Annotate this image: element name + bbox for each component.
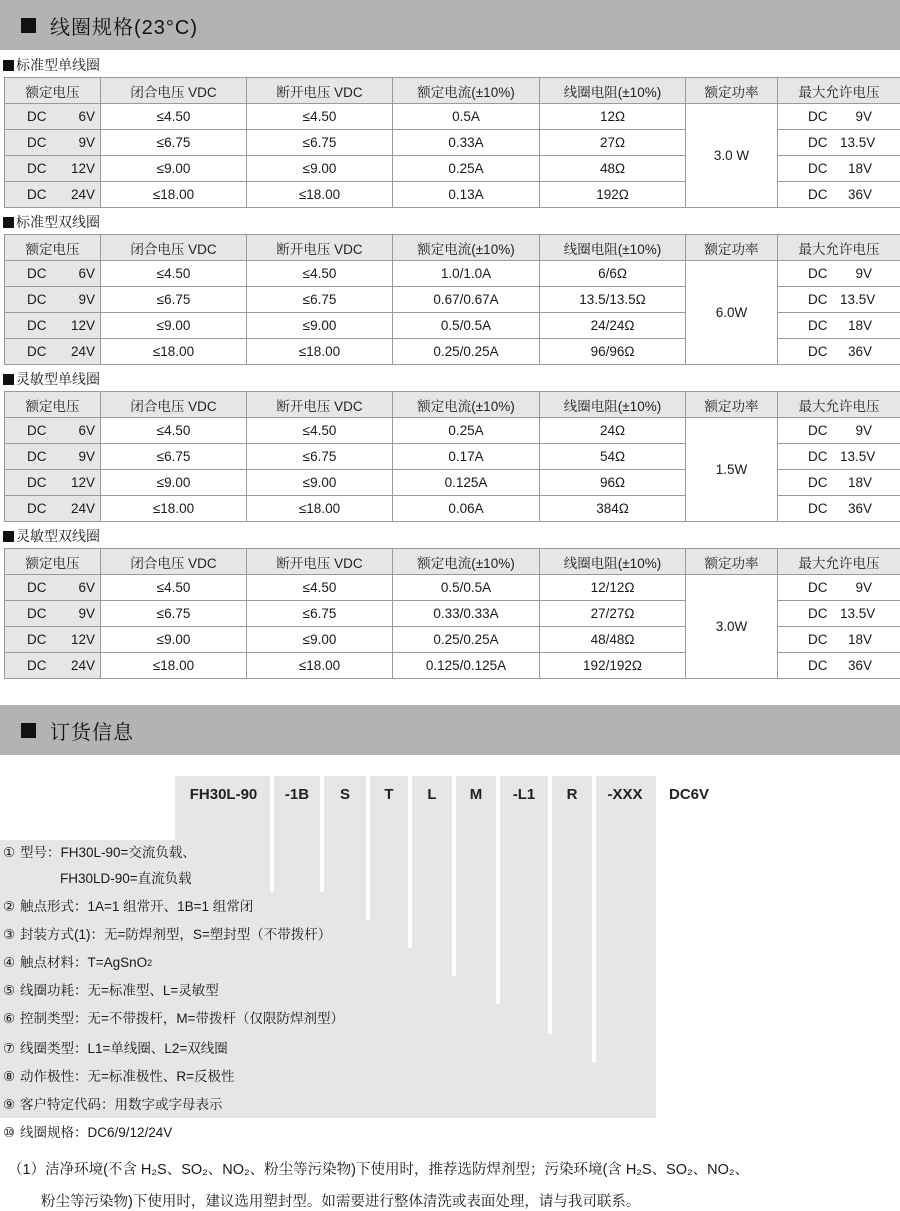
pickup-voltage-cell: ≤6.75 [101,287,247,313]
option-number: ⑥ [2,1011,16,1026]
max-voltage-cell [778,313,900,339]
option-number: ⑤ [2,983,16,998]
max-voltage-cell [778,496,900,522]
column-header: 最大允许电压 [778,235,900,261]
column-header: 额定电压 [5,235,101,261]
order-info-title: 订货信息 [50,721,134,744]
pickup-voltage-cell: ≤4.50 [101,575,247,601]
note-line-1: （1）洁净环境(不含 H₂S、SO₂、NO₂、粉尘等污染物)下使用时，推荐选防焊剂型；污染环境(含 H₂S、SO₂、NO₂、 [8,1162,750,1178]
table-row [5,104,900,130]
option-number: ⑧ [2,1069,16,1084]
voltage-prefix: DC [27,318,47,333]
voltage-prefix: DC [27,632,47,647]
order-option-line [0,1036,228,1062]
option-text: FH30LD-90=直流负载 [60,871,192,886]
pickup-voltage-cell: ≤4.50 [101,418,247,444]
voltage-prefix: DC [808,606,828,621]
pickup-voltage-cell: ≤18.00 [101,496,247,522]
table-row [5,575,900,601]
rated-current-cell: 0.06A [393,496,540,522]
code-bracket [498,776,550,1062]
rated-voltage-cell [5,104,101,130]
column-header: 断开电压 VDC [247,392,393,418]
voltage-prefix: DC [27,423,47,438]
rated-current-cell: 1.0/1.0A [393,261,540,287]
rated-voltage-cell [5,156,101,182]
voltage-prefix: DC [808,292,828,307]
order-option-line [0,894,253,920]
column-header: 闭合电压 VDC [101,549,247,575]
rated-voltage-cell [5,470,101,496]
code-bracket [410,776,454,1004]
order-option-line [0,1120,172,1146]
code-bracket [550,776,594,1090]
rated-voltage-cell [5,444,101,470]
order-code: -L1 [512,786,536,803]
voltage-prefix: DC [808,109,828,124]
order-option-line [0,866,192,892]
option-text: 线圈规格：DC6/9/12/24V [20,1125,173,1140]
option-text: 线圈类型：L1=单线圈、L2=双线圈 [20,1041,228,1056]
section-square-icon [21,18,36,33]
pickup-voltage-cell: ≤6.75 [101,444,247,470]
column-header: 闭合电压 VDC [101,392,247,418]
voltage-prefix: DC [808,318,828,333]
voltage-prefix: DC [27,292,47,307]
voltage-prefix: DC [27,187,47,202]
rated-voltage-cell [5,601,101,627]
coil-spec-title: 线圈规格(23°C) [50,16,199,39]
rated-power-cell: 3.0W [686,575,778,679]
coil-spec-table [4,234,900,365]
rated-current-cell: 0.125A [393,470,540,496]
rated-current-cell: 0.5A [393,104,540,130]
dropout-voltage-cell: ≤18.00 [247,496,393,522]
pickup-voltage-cell: ≤9.00 [101,627,247,653]
dropout-voltage-cell: ≤6.75 [247,601,393,627]
voltage-prefix: DC [27,501,47,516]
voltage-prefix: DC [27,161,47,176]
dropout-voltage-cell: ≤6.75 [247,130,393,156]
voltage-value: 9V [855,266,872,281]
column-header: 额定电流(±10%) [393,235,540,261]
max-voltage-cell [778,182,900,208]
bracket-gap [496,776,500,1004]
table-subtitle-text: 标准型单线圈 [16,57,100,73]
max-voltage-cell [778,339,900,365]
pickup-voltage-cell: ≤9.00 [101,470,247,496]
voltage-value: 18V [847,632,872,647]
table-header-row [5,549,900,575]
column-header: 断开电压 VDC [247,549,393,575]
option-text: 客户特定代码：用数字或字母表示 [20,1097,223,1112]
column-header: 额定电压 [5,392,101,418]
subscript: 2 [147,958,153,968]
order-option-line [0,978,219,1004]
voltage-prefix: DC [808,423,828,438]
column-header: 最大允许电压 [778,78,900,104]
option-number: ④ [2,955,16,970]
voltage-value: 13.5V [840,449,876,464]
option-number: ② [2,899,16,914]
voltage-value: 9V [78,292,95,307]
voltage-prefix: DC [808,449,828,464]
voltage-value: 6V [78,423,95,438]
coil-resistance-cell: 6/6Ω [540,261,686,287]
voltage-value: 12V [70,475,95,490]
order-code: -XXX [607,786,643,803]
option-text: 触点形式：1A=1 组常开、1B=1 组常闭 [20,899,254,914]
voltage-prefix: DC [808,266,828,281]
rated-current-cell: 0.25A [393,156,540,182]
coil-resistance-cell: 27Ω [540,130,686,156]
table-subtitle [3,526,100,546]
rated-current-cell: 0.5/0.5A [393,575,540,601]
voltage-value: 24V [70,501,95,516]
coil-resistance-cell: 96/96Ω [540,339,686,365]
voltage-prefix: DC [27,658,47,673]
rated-current-cell: 0.5/0.5A [393,313,540,339]
voltage-value: 18V [847,475,872,490]
column-header: 线圈电阻(±10%) [540,78,686,104]
section-square-icon [21,723,36,738]
table-header-row [5,235,900,261]
voltage-value: 12V [70,318,95,333]
voltage-value: 24V [70,658,95,673]
dropout-voltage-cell: ≤9.00 [247,627,393,653]
coil-resistance-cell: 192/192Ω [540,653,686,679]
voltage-value: 9V [78,135,95,150]
rated-voltage-cell [5,627,101,653]
coil-resistance-cell: 48/48Ω [540,627,686,653]
rated-voltage-cell [5,287,101,313]
rated-current-cell: 0.33/0.33A [393,601,540,627]
voltage-value: 9V [78,606,95,621]
pickup-voltage-cell: ≤18.00 [101,182,247,208]
coil-resistance-cell: 54Ω [540,444,686,470]
column-header: 额定电压 [5,78,101,104]
rated-current-cell: 0.125/0.125A [393,653,540,679]
voltage-prefix: DC [27,266,47,281]
voltage-value: 36V [847,501,872,516]
dropout-voltage-cell: ≤18.00 [247,339,393,365]
order-code: R [566,786,578,803]
voltage-prefix: DC [27,449,47,464]
max-voltage-cell [778,601,900,627]
voltage-prefix: DC [808,658,828,673]
coil-resistance-cell: 24/24Ω [540,313,686,339]
voltage-prefix: DC [27,580,47,595]
voltage-prefix: DC [27,475,47,490]
column-header: 断开电压 VDC [247,78,393,104]
coil-resistance-cell: 96Ω [540,470,686,496]
rated-voltage-cell [5,261,101,287]
max-voltage-cell [778,653,900,679]
pickup-voltage-cell: ≤9.00 [101,313,247,339]
dropout-voltage-cell: ≤4.50 [247,104,393,130]
voltage-value: 9V [855,423,872,438]
order-option-line [0,1006,344,1032]
option-number: ⑩ [2,1125,16,1140]
voltage-value: 24V [70,344,95,359]
coil-spec-table [4,77,900,208]
voltage-prefix: DC [808,344,828,359]
option-text: 封装方式(1)：无=防焊剂型，S=塑封型（不带拨杆） [20,927,332,942]
option-text: 线圈功耗：无=标准型、L=灵敏型 [20,983,219,998]
max-voltage-cell [778,418,900,444]
voltage-prefix: DC [27,606,47,621]
coil-resistance-cell: 384Ω [540,496,686,522]
code-bracket [594,776,656,1118]
option-text: 动作极性：无=标准极性、R=反极性 [20,1069,235,1084]
column-header: 额定电流(±10%) [393,549,540,575]
table-subtitle-text: 灵敏型双线圈 [16,528,100,544]
voltage-prefix: DC [808,475,828,490]
voltage-value: 6V [78,580,95,595]
voltage-value: 6V [78,109,95,124]
pickup-voltage-cell: ≤4.50 [101,261,247,287]
rated-current-cell: 0.17A [393,444,540,470]
max-voltage-cell [778,156,900,182]
table-header-row [5,78,900,104]
coil-resistance-cell: 24Ω [540,418,686,444]
rated-current-cell: 0.25A [393,418,540,444]
option-number: ⑨ [2,1097,16,1112]
voltage-value: 12V [70,161,95,176]
voltage-prefix: DC [808,501,828,516]
voltage-prefix: DC [808,135,828,150]
rated-voltage-cell [5,496,101,522]
voltage-prefix: DC [27,344,47,359]
voltage-prefix: DC [27,135,47,150]
bracket-gap [548,776,552,1034]
option-number: ⑦ [2,1041,16,1056]
coil-resistance-cell: 48Ω [540,156,686,182]
coil-resistance-cell: 13.5/13.5Ω [540,287,686,313]
rated-power-cell: 1.5W [686,418,778,522]
rated-voltage-cell [5,575,101,601]
column-header: 线圈电阻(±10%) [540,235,686,261]
rated-current-cell: 0.25/0.25A [393,339,540,365]
note-line-2: 粉尘等污染物)下使用时，建议选用塑封型。如需要进行整体清洗或表面处理，请与我司联系。 [41,1194,641,1210]
voltage-prefix: DC [808,632,828,647]
column-header: 额定电流(±10%) [393,392,540,418]
voltage-value: 9V [855,109,872,124]
column-header: 线圈电阻(±10%) [540,392,686,418]
voltage-prefix: DC [808,580,828,595]
table-subtitle [3,212,100,232]
max-voltage-cell [778,261,900,287]
order-info-header [0,705,900,755]
option-text: 控制类型：无=不带拨杆，M=带拨杆（仅限防焊剂型） [20,1011,345,1026]
column-header: 闭合电压 VDC [101,78,247,104]
option-number: ① [2,845,16,860]
table-subtitle-text: 标准型双线圈 [16,214,100,230]
max-voltage-cell [778,287,900,313]
bracket-gap [592,776,596,1062]
voltage-value: 12V [70,632,95,647]
dropout-voltage-cell: ≤4.50 [247,261,393,287]
order-option-line [0,1064,235,1090]
voltage-value: 13.5V [840,292,876,307]
coil-spec-table [4,391,900,522]
order-option-line [0,950,152,976]
option-text: 触点材料：T=AgSnO [20,955,148,970]
rated-voltage-cell [5,653,101,679]
rated-current-cell: 0.33A [393,130,540,156]
rated-power-cell: 3.0 W [686,104,778,208]
order-code: DC6V [668,786,709,803]
max-voltage-cell [778,444,900,470]
voltage-prefix: DC [808,161,828,176]
column-header: 额定功率 [686,235,778,261]
voltage-value: 13.5V [840,135,876,150]
column-header: 额定电流(±10%) [393,78,540,104]
subtitle-square-icon [3,374,14,385]
table-subtitle [3,369,100,389]
order-code: -1B [284,786,310,803]
column-header: 线圈电阻(±10%) [540,549,686,575]
voltage-prefix: DC [27,109,47,124]
voltage-value: 24V [70,187,95,202]
column-header: 最大允许电压 [778,549,900,575]
voltage-prefix: DC [808,187,828,202]
rated-current-cell: 0.67/0.67A [393,287,540,313]
voltage-value: 6V [78,266,95,281]
dropout-voltage-cell: ≤18.00 [247,182,393,208]
code-bracket [454,776,498,1032]
pickup-voltage-cell: ≤6.75 [101,130,247,156]
voltage-value: 36V [847,658,872,673]
voltage-value: 9V [855,580,872,595]
dropout-voltage-cell: ≤4.50 [247,575,393,601]
voltage-value: 9V [78,449,95,464]
order-code: FH30L-90 [189,786,258,803]
dropout-voltage-cell: ≤9.00 [247,156,393,182]
pickup-voltage-cell: ≤18.00 [101,653,247,679]
table-subtitle-text: 灵敏型单线圈 [16,371,100,387]
coil-resistance-cell: 12Ω [540,104,686,130]
max-voltage-cell [778,470,900,496]
rated-voltage-cell [5,313,101,339]
column-header: 最大允许电压 [778,392,900,418]
order-code: T [384,786,394,803]
max-voltage-cell [778,104,900,130]
column-header: 闭合电压 VDC [101,235,247,261]
coil-resistance-cell: 192Ω [540,182,686,208]
voltage-value: 13.5V [840,606,876,621]
max-voltage-cell [778,627,900,653]
dropout-voltage-cell: ≤6.75 [247,287,393,313]
voltage-value: 36V [847,187,872,202]
voltage-value: 18V [847,318,872,333]
order-option-line [0,922,331,948]
pickup-voltage-cell: ≤18.00 [101,339,247,365]
subtitle-square-icon [3,531,14,542]
voltage-value: 36V [847,344,872,359]
dropout-voltage-cell: ≤4.50 [247,418,393,444]
column-header: 额定电压 [5,549,101,575]
column-header: 额定功率 [686,78,778,104]
table-row [5,261,900,287]
option-text: 型号：FH30L-90=交流负载、 [20,845,196,860]
coil-spec-table [4,548,900,679]
rated-voltage-cell [5,339,101,365]
pickup-voltage-cell: ≤6.75 [101,601,247,627]
dropout-voltage-cell: ≤6.75 [247,444,393,470]
rated-current-cell: 0.13A [393,182,540,208]
dropout-voltage-cell: ≤9.00 [247,470,393,496]
pickup-voltage-cell: ≤4.50 [101,104,247,130]
order-code: M [469,786,483,803]
pickup-voltage-cell: ≤9.00 [101,156,247,182]
column-header: 额定功率 [686,549,778,575]
coil-resistance-cell: 12/12Ω [540,575,686,601]
order-option-line [0,1092,223,1118]
column-header: 额定功率 [686,392,778,418]
max-voltage-cell [778,130,900,156]
table-row [5,418,900,444]
subtitle-square-icon [3,217,14,228]
coil-resistance-cell: 27/27Ω [540,601,686,627]
rated-voltage-cell [5,418,101,444]
rated-power-cell: 6.0W [686,261,778,365]
table-header-row [5,392,900,418]
subtitle-square-icon [3,60,14,71]
rated-voltage-cell [5,182,101,208]
dropout-voltage-cell: ≤18.00 [247,653,393,679]
rated-current-cell: 0.25/0.25A [393,627,540,653]
voltage-value: 18V [847,161,872,176]
order-code: L [427,786,437,803]
order-code: S [339,786,350,803]
column-header: 断开电压 VDC [247,235,393,261]
coil-spec-header [0,0,900,50]
order-option-line [0,840,196,866]
table-subtitle [3,55,100,75]
max-voltage-cell [778,575,900,601]
option-number: ③ [2,927,16,942]
dropout-voltage-cell: ≤9.00 [247,313,393,339]
rated-voltage-cell [5,130,101,156]
